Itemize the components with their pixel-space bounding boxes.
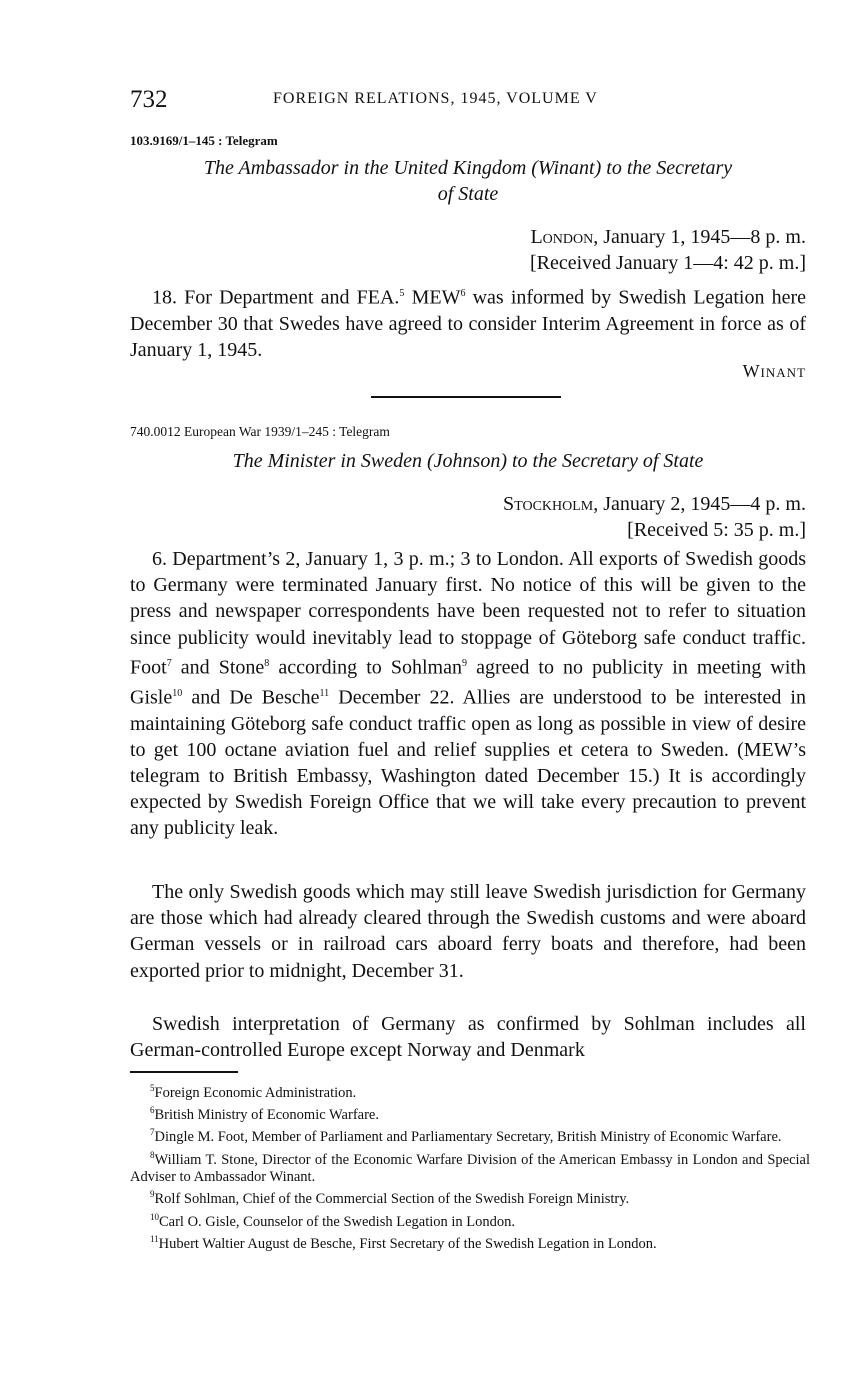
footnote-8 [130,1147,810,1187]
doc2-dateline [503,491,806,517]
doc1-body-text-2: MEW [404,286,461,309]
footnote-10-mark: 10 [150,1211,159,1222]
doc2-dateline-place: Stockholm [503,493,594,515]
doc2-title: The Minister in Sweden (Johnson) to the Secretary of State [232,450,704,472]
doc1-body-text-3: was informed by Swedish Legation here December 30 that Swedes have agreed to consider Interim Agreement in force as of January 1, 1945. [130,286,806,362]
footnote-9 [130,1186,810,1208]
doc2-p1-text-6: December 22. Allies are understood to be interested in maintaining Göteborg safe conduct traffic open as long as possible in view of desire to get 100 octane aviation fuel and relief supplies et cetera to Sweden. (MEW’s telegram to British Embassy, Washington dated December 15.) It is accordingly expected by Swedish Foreign Office that we will take every precaution to prevent any publicity leak. [130,686,806,840]
footnote-divider [130,1071,238,1073]
doc2-p1-text-1: 6. Department’s 2, January 1, 3 p. m.; 3 to London. All exports of Swedish goods to Germany were terminated January first. No notice of this will be given to the press and newspaper correspondents have been requested not to refer to situation since publicity would inevitably lead to stoppage of Göteborg safe conduct traffic. Foot [130,548,806,679]
page-number: 732 [130,86,168,113]
footnote-9-text: Rolf Sohlman, Chief of the Commercial Section of the Swedish Foreign Ministry. [154,1191,630,1208]
section-divider [371,396,561,398]
footnote-5-mark: 5 [150,1083,155,1093]
footnote-7 [130,1124,810,1146]
footnote-8-text: William T. Stone, Director of the Economic Warfare Division of the American Embassy in London and Special Adviser to Ambassador Winant. [130,1151,810,1185]
doc1-file-reference: 103.9169/1–145 : Telegram [130,133,278,148]
doc2-p1-text-3: according to Sohlman [269,656,462,679]
footnote-ref-8: 8 [264,657,270,669]
doc1-title-line1: The Ambassador in the United Kingdom (Winant) to the Secretary [203,157,733,179]
footnote-5 [130,1080,810,1102]
doc1-dateline [530,224,806,250]
doc2-paragraph-3: Swedish interpretation of Germany as confirmed by Sohlman includes all German-controlled Europe except Norway and Denmark [130,1013,806,1062]
footnote-ref-7: 7 [166,657,172,669]
footnote-8-mark: 8 [150,1149,155,1160]
doc2-received: [Received 5: 35 p. m.] [627,519,806,541]
doc1-body-text-1: 18. For Department and FEA. [152,286,400,309]
doc2-p1-text-2: and Stone [171,656,265,679]
footnote-6-text: British Ministry of Economic Warfare. [154,1107,379,1124]
doc2-paragraph-2: The only Swedish goods which may still leave Swedish jurisdiction for Germany are those which had already cleared through the Swedish customs and were aboard German vessels or in railroad cars aboard ferry boats and therefore, had been exported prior to midnight, December 31. [130,881,806,982]
doc2-p1-text-4: agreed to no publicity in meeting with Gisle [130,656,806,709]
doc2-p1-text-5: and De Besche [182,686,320,709]
doc1-body [130,281,806,363]
footnote-7-mark: 7 [150,1127,155,1138]
footnote-5-text: Foreign Economic Administration. [154,1084,357,1101]
footnote-11 [130,1231,810,1253]
doc1-dateline-date: , January 1, 1945—8 p. m. [593,226,806,248]
footnote-6 [130,1102,810,1124]
footnote-ref-10: 10 [172,687,183,699]
doc2-file-reference: 740.0012 European War 1939/1–245 : Telegram [130,424,390,439]
doc2-dateline-date: , January 2, 1945—4 p. m. [593,493,806,515]
footnote-ref-6: 6 [460,288,466,299]
doc2-paragraph-1 [130,546,806,842]
footnote-11-mark: 11 [150,1233,159,1244]
footnote-ref-11: 11 [319,687,330,699]
footnote-7-text: Dingle M. Foot, Member of Parliament and Parliamentary Secretary, British Ministry of Economic Warfare. [154,1129,782,1146]
footnote-6-mark: 6 [150,1105,155,1116]
doc1-received: [Received January 1—4: 42 p. m.] [529,252,806,274]
doc1-title-line2: of State [437,183,499,205]
doc1-signature: Winant [742,361,806,381]
footnote-11-text: Hubert Waltier August de Besche, First Secretary of the Swedish Legation in London. [158,1235,657,1252]
running-head-title: FOREIGN RELATIONS, 1945, VOLUME V [273,90,598,107]
footnotes [130,1080,810,1253]
running-head [130,86,806,116]
footnote-ref-9: 9 [462,657,467,669]
doc1-dateline-place: London [530,226,594,248]
footnote-10 [130,1209,810,1231]
doc1-title [130,155,806,207]
footnote-ref-5: 5 [399,288,405,299]
footnote-10-text: Carl O. Gisle, Counselor of the Swedish Legation in London. [159,1213,516,1230]
footnote-9-mark: 9 [150,1189,155,1200]
